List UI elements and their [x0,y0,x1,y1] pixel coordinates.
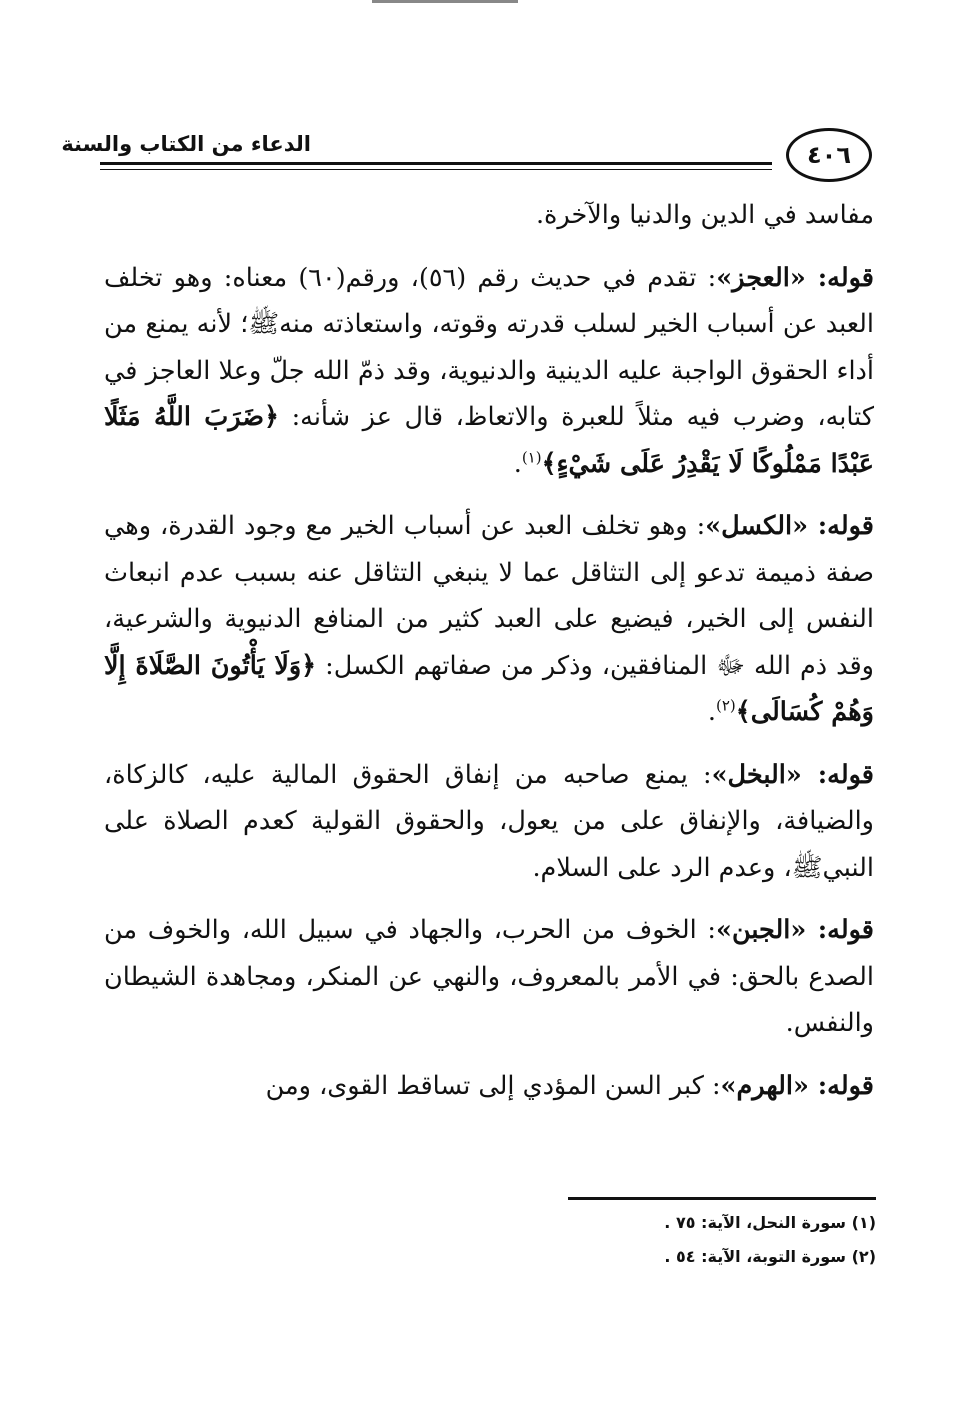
quran-verse: ﴿ضَرَبَ اللَّهُ مَثَلًا عَبْدًا مَمْلُوكًا لَا يَقْدِرُ عَلَى شَيْءٍ﴾ [104,402,874,479]
paragraph-lead: قوله: [805,262,874,293]
main-text [104,192,874,1109]
footnote-ref: (٢) [715,696,736,715]
paragraph-lead: قوله: [808,511,874,541]
paragraph-ajz [104,255,874,488]
quran-verse: ﴿وَلَا يَأْتُونَ الصَّلَاةَ إِلَّا وَهُمْ كُسَالَى﴾ [104,650,874,727]
footnote-item: (١) سورة النحل، الآية: ٧٥ . [664,1213,876,1232]
footnote-separator [568,1197,876,1200]
paragraph-text: : تقدم في حديث رقم (٥٦)، ورقم(٦٠) معناه: وهو تخلف العبد عن أسباب الخير لسلب قدرته وقوته، واستعاذته منهﷺ؛ لأنه يمنع من أداء الحقوق الواجبة عليه الدينية والدنيوية، وقد ذمّ الله جلّ وعلا العاجز في كتابه، وضرب فيه مثلاً للعبرة والاتعاظ، قال عز شأنه: [104,262,874,432]
paragraph-text: : الخوف من الحرب، والجهاد في سبيل الله، والخوف من الصدع بالحق: في الأمر بالمعروف، والنهي عن المنكر، ومجاهدة الشيطان والنفس. [104,915,874,1038]
running-title: الدعاء من الكتاب والسنة [61,132,311,156]
paragraph-lead: قوله: [806,915,874,945]
paragraph-text: مفاسد في الدين والدنيا والآخرة. [535,200,874,230]
page-number: ٤٠٦ [807,141,851,169]
paragraph-lead: قوله: [801,759,874,790]
paragraph-end: . [513,448,522,479]
paragraph-text: : كبر السن المؤدي إلى تساقط القوى، ومن [265,1070,721,1101]
term-heading: «الجبن» [716,915,807,945]
paragraph-intro [104,192,874,239]
paragraph-jubn [104,907,874,1047]
paragraph-kasal [104,503,874,736]
paragraph-end: . [707,697,716,727]
term-heading: «البخل» [711,759,802,790]
paragraph-text: : وهو تخلف العبد عن أسباب الخير مع وجود القدرة، وهي صفة ذميمة تدعو إلى التثاقل عما لا ينبغي التثاقل عنه بسبب عدم انبعاث النفس إلى الخير، فيضيع على العبد كثير من المنافع الدنيوية والشرعية، وقد ذم الله ﷻ المنافقين، وذكر من صفاتهم الكسل: [104,511,874,681]
page-header [61,118,876,188]
footnote-ref: (١) [521,448,542,466]
footnotes [500,1206,876,1274]
page-number-badge [786,128,872,182]
term-heading: «الهرم» [720,1070,809,1101]
paragraph-haram [104,1063,874,1110]
paragraph-bukhl [104,752,874,892]
term-heading: «الكسل» [705,511,809,541]
header-rule-thin [100,169,772,170]
paragraph-lead: قوله: [808,1070,874,1101]
term-heading: «العجز» [716,262,806,293]
footnote-item: (٢) سورة التوبة، الآية: ٥٤ . [664,1247,876,1266]
top-edge-mark [372,0,518,3]
paragraph-text: : يمنع صاحبه من إنفاق الحقوق المالية عليه، كالزكاة، والضيافة، والإنفاق على من يعول، والحقوق القولية كعدم الصلاة على النبيﷺ، وعدم الرد على السلام. [104,759,874,883]
header-rule-thick [100,162,772,165]
